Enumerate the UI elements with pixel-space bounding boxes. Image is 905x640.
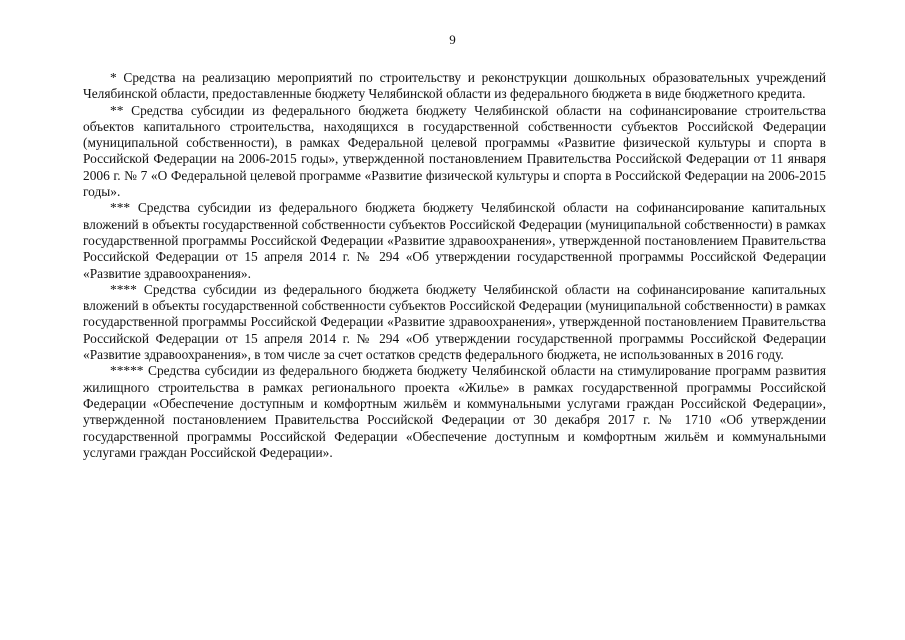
footnote-3: *** Средства субсидии из федерального бюджета бюджету Челябинской области на софинансирование капитальных вложений в объекты государственной собственности субъектов Российской Федерации (муниципальной собственности) в рамках государственной программы Российской Федерации «Развитие здравоохранения», утвержденной постановлением Правительства Российской Федерации от 15 апреля 2014 г. № 294 «Об утверждении государственной программы Российской Федерации «Развитие здравоохранения». — [83, 200, 826, 281]
page-number: 9 — [449, 32, 456, 47]
footnote-2: ** Средства субсидии из федерального бюджета бюджету Челябинской области на софинансирование строительства объектов капитального строительства, находящихся в государственной собственности субъектов Российской Федерации (муниципальной собственности), в рамках Федеральной целевой программы «Развитие физической культуры и спорта в Российской Федерации на 2006-2015 годы», утвержденной постановлением Правительства Российской Федерации от 11 января 2006 г. № 7 «О Федеральной целевой программе «Развитие физической культуры и спорта в Российской Федерации на 2006-2015 годы». — [83, 102, 826, 200]
footnote-5: ***** Средства субсидии из федерального бюджета бюджету Челябинской области на стимулирование программ развития жилищного строительства в рамках регионального проекта «Жилье» в рамках государственной программы Российской Федерации «Обеспечение доступным и комфортным жильём и коммунальными услугами граждан Российской Федерации», утвержденной постановлением Правительства Российской Федерации от 30 декабря 2017 г. № 1710 «Об утверждении государственной программы Российской Федерации «Обеспечение доступным и комфортным жильём и коммунальными услугами граждан Российской Федерации». — [83, 363, 826, 460]
footnotes-block — [83, 70, 826, 461]
footnote-4: **** Средства субсидии из федерального бюджета бюджету Челябинской области на софинансирование капитальных вложений в объекты государственной собственности субъектов Российской Федерации (муниципальной собственности) в рамках государственной программы Российской Федерации «Развитие здравоохранения», утвержденной постановлением Правительства Российской Федерации от 15 апреля 2014 г. № 294 «Об утверждении государственной программы Российской Федерации «Развитие здравоохранения», в том числе за счет остатков средств федерального бюджета, не использованных в 2016 году. — [83, 281, 826, 363]
footnote-1: * Средства на реализацию мероприятий по строительству и реконструкции дошкольных образовательных учреждений Челябинской области, предоставленные бюджету Челябинской области из федерального бюджета в виде бюджетного кредита. — [83, 70, 826, 102]
